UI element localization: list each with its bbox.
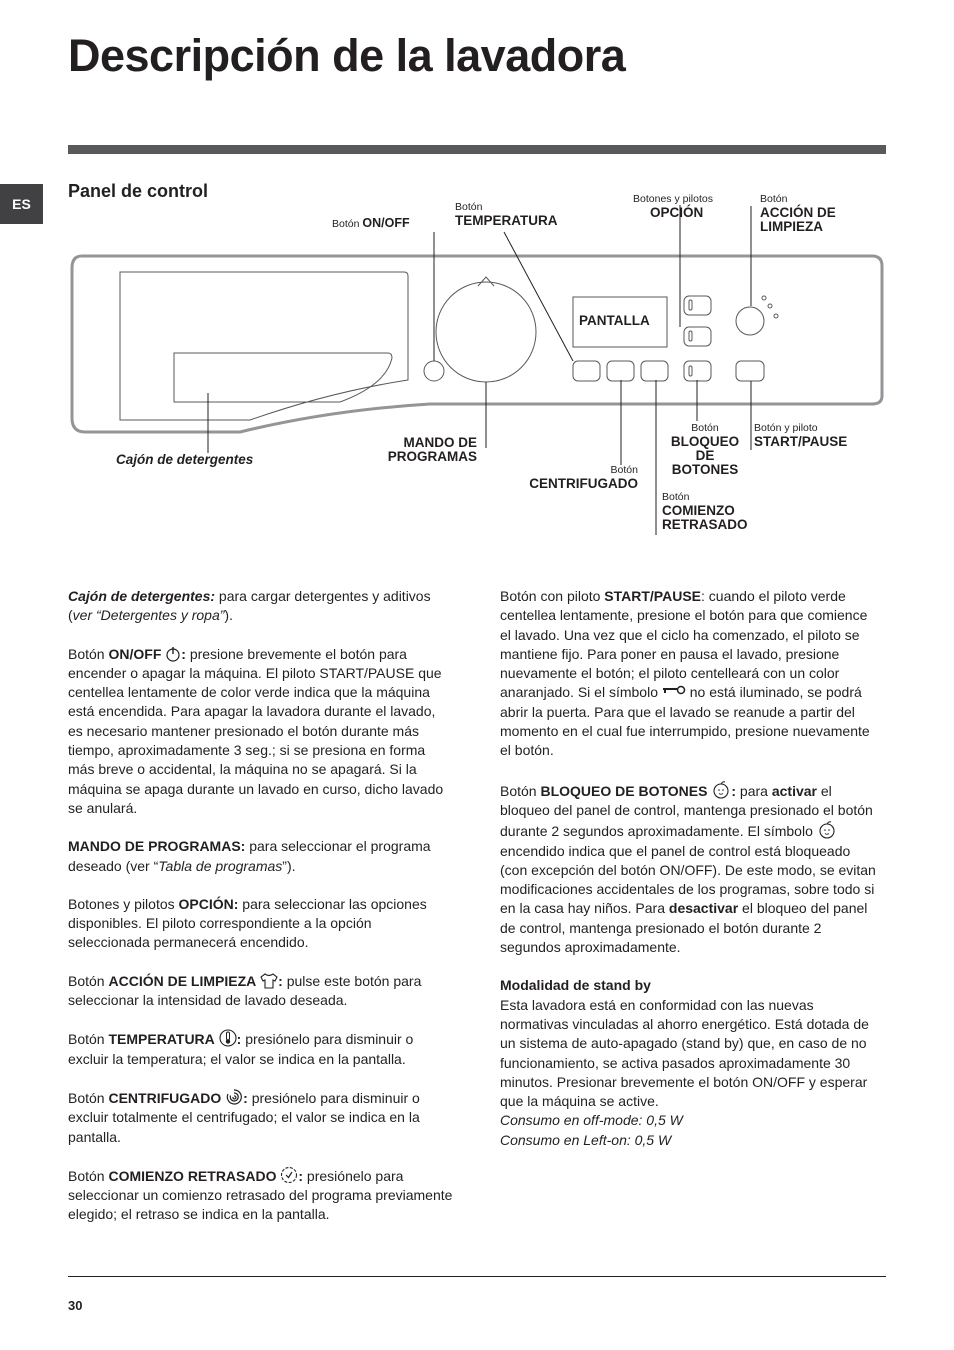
label-temperatura: Botón TEMPERATURA: [455, 201, 558, 228]
spin-icon: [225, 1088, 243, 1106]
language-tab: ES: [0, 184, 43, 224]
label-centrifugado: Botón CENTRIFUGADO: [529, 464, 638, 491]
control-panel-diagram: [0, 0, 954, 560]
label-cajon: Cajón de detergentes: [116, 452, 254, 467]
key-icon: [662, 685, 686, 697]
para-temperatura: Botón TEMPERATURA : presiónelo para disminuir o excluir la temperatura; el valor se indica en la pantalla.: [68, 1031, 414, 1067]
label-pantalla: PANTALLA: [579, 313, 650, 328]
program-knob-shape: [436, 282, 536, 382]
label-accion: Botón ACCIÓN DE LIMPIEZA: [760, 193, 836, 234]
para-start: Botón con piloto START/PAUSE: cuando el piloto verde centellea lentamente, presione el botón para que comience el lavado. Una vez que el ciclo ha comenzado, el piloto se mantiene fijo. Para poner en pausa el lavado, presione nuevamente el botón; el piloto centelleará con un color anaranjado. Si el símbolo no está iluminado, se podrá abrir la puerta. Para que el lavado se reanude a partir del momento en el cual fue interrumpido, presione nuevamente el botón.: [500, 588, 870, 759]
para-onoff: Botón ON/OFF : presione brevemente el botón para encender o apagar la máquina. El piloto START/PAUSE que centellea lentamente de color verde indica que la máquina está encendida. Para apagar la lavadora durante el lavado, es necesario mantener presionado el botón durante más tiempo, aproximadamente 3 seg.; si se presiona en forma más breve o accidental, la máquina no se apagará. Si la máquina se apaga durante un lavado en curso, dicho lavado se anulará.: [68, 645, 444, 816]
label-bloqueo: Botón BLOQUEO DE BOTONES: [670, 422, 740, 477]
footer-divider: [68, 1276, 886, 1277]
para-cajon: Cajón de detergentes: para cargar detergentes y aditivos (ver “Detergentes y ropa”).: [68, 588, 431, 624]
child-lock-icon: [711, 780, 731, 799]
clock-icon: [280, 1166, 298, 1184]
child-lock-icon: [817, 820, 837, 839]
label-comienzo: Botón COMIENZO RETRASADO: [662, 491, 748, 532]
page-title: Descripción de la lavadora: [68, 30, 626, 81]
label-opcion: Botones y pilotos OPCIÓN: [633, 193, 713, 220]
detergent-drawer-handle: [174, 353, 392, 402]
section-title: Panel de control: [68, 181, 209, 201]
detergent-drawer-outline: [120, 272, 408, 420]
thermometer-icon: [219, 1029, 237, 1047]
left-column: [68, 587, 453, 1244]
para-comienzo: Botón COMIENZO RETRASADO : presiónelo para seleccionar un comienzo retrasado del programa previamente elegido; el retraso se indica en la pantalla.: [68, 1167, 453, 1223]
power-icon: [165, 646, 181, 662]
label-onoff: Botón ON/OFF: [332, 216, 410, 230]
para-accion: Botón ACCIÓN DE LIMPIEZA : pulse este botón para seleccionar la intensidad de lavado deseada.: [68, 972, 422, 1009]
para-opcion: Botones y pilotos OPCIÓN: para seleccionar las opciones disponibles. El piloto correspondiente a la opción seleccionada permanecerá encendido.: [68, 895, 427, 951]
label-mando: MANDO DE PROGRAMAS: [387, 435, 477, 464]
page-number: 30: [68, 1298, 83, 1313]
para-standby: Modalidad de stand by Esta lavadora está en conformidad con las nuevas normativas vinculadas al ahorro energético. Está dotada de un sistema de auto-apagado (stand by) que, en caso de no funcionamiento, se activa pasados aproximadamente 30 minutos. Presionar brevemente el botón ON/OFF y esperar que la máquina se active. Consumo en off-mode: 0,5 W Consumo en Left-on: 0,5 W: [500, 977, 869, 1148]
onoff-button-shape: [424, 361, 444, 381]
right-column: [500, 587, 878, 1150]
para-bloqueo: Botón BLOQUEO DE BOTONES : para activar el bloqueo del panel de control, mantenga presionado el botón durante 2 segundos aproximadamente. El símbolo encendido indica que el panel de control está bloqueado (con excepción del botón ON/OFF). De este modo, se evitan modificaciones accidentales de los programas, sobre todo si en la casa hay niños. Para desactivar el bloqueo del panel de control, mantenga presionado el botón durante 2 segundos aproximadamente.: [500, 780, 878, 958]
para-mando: MANDO DE PROGRAMAS: para seleccionar el programa deseado (ver “Tabla de programas”).: [68, 838, 431, 874]
shirt-icon: [260, 972, 278, 989]
label-start: Botón y piloto START/PAUSE: [754, 422, 848, 449]
para-centrifugado: Botón CENTRIFUGADO : presiónelo para disminuir o excluir totalmente el centrifugado; el valor se indica en la pantalla.: [68, 1089, 420, 1145]
